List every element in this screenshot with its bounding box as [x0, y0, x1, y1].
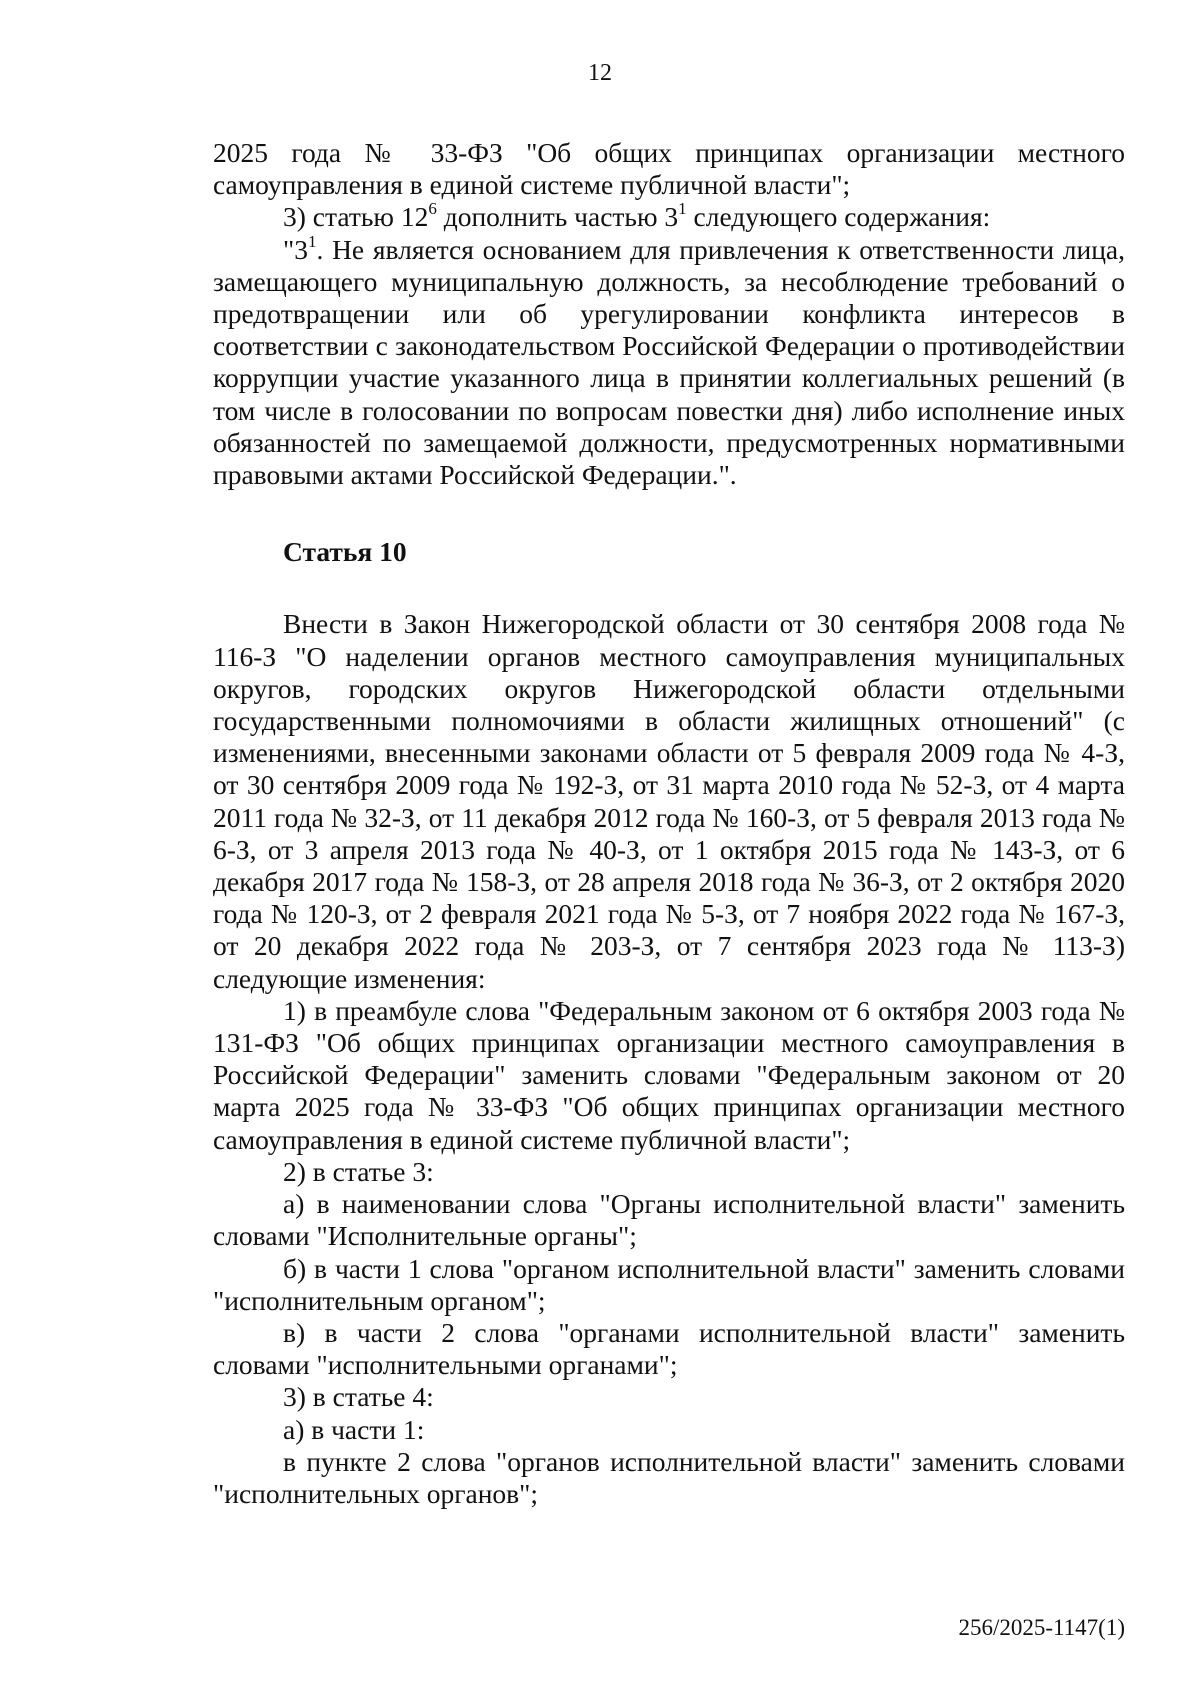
paragraph-item-2a: а) в наименовании слова "Органы исполнительной власти" заменить словами "Исполнительные органы"; — [213, 1188, 1125, 1252]
text-fragment: . Не является основанием для привлечения к ответственности лица, замещающего муниципальную должность, за несоблюдение требований о предотвращении или об урегулировании конфликта интересов в соответствии с законодательством Российской Федерации о противодействии коррупции участие указанного лица в принятии коллегиальных решений (в том числе в голосовании по вопросам повестки дня) либо исполнение иных обязанностей по замещаемой должности, предусмотренных нормативными правовыми актами Российской Федерации.". — [213, 233, 1125, 491]
text-fragment: дополнить частью 3 — [436, 201, 679, 233]
paragraph-quoted-part — [213, 231, 1125, 492]
superscript: 6 — [428, 199, 437, 219]
text-fragment: "3 — [283, 233, 308, 265]
document-body — [213, 137, 1125, 1510]
paragraph-item-3: 3) в статье 4: — [283, 1381, 434, 1413]
text-fragment: 3) статью 12 — [283, 201, 429, 233]
page-number: 12 — [588, 60, 612, 86]
paragraph-continuation: 2025 года № 33-ФЗ "Об общих принципах организации местного самоуправления в единой системе публичной власти"; — [213, 137, 1125, 201]
superscript: 1 — [678, 199, 687, 219]
paragraph-item-2: 2) в статье 3: — [283, 1155, 434, 1187]
superscript: 1 — [307, 231, 317, 251]
paragraph-item-3a-text: в пункте 2 слова "органов исполнительной власти" заменить словами "исполнительных органов"; — [213, 1445, 1125, 1509]
paragraph-item-2b: б) в части 1 слова "органом исполнительной власти" заменить словами "исполнительным органом"; — [213, 1252, 1125, 1316]
paragraph-item-1: 1) в преамбуле слова "Федеральным законом от 6 октября 2003 года № 131-ФЗ "Об общих принципах организации местного самоуправления в Российской Федерации" заменить словами "Федеральным законом от 20 марта 2025 года № 33-ФЗ "Об общих принципах организации местного самоуправления в единой системе публичной власти"; — [213, 994, 1125, 1155]
paragraph-article-intro: Внести в Закон Нижегородской области от 30 сентября 2008 года № 116-З "О наделении органов местного самоуправления муниципальных округов, городских округов Нижегородской области отдельными государственными полномочиями в области жилищных отношений" (с изменениями, внесенными законами области от 5 февраля 2009 года № 4-З, от 30 сентября 2009 года № 192-З, от 31 марта 2010 года № 52-З, от 4 марта 2011 года № 32-З, от 11 декабря 2012 года № 160-З, от 5 февраля 2013 года № 6-З, от 3 апреля 2013 года № 40-З, от 1 октября 2015 года № 143-З, от 6 декабря 2017 года № 158-З, от 28 апреля 2018 года № 36-З, от 2 октября 2020 года № 120-З, от 2 февраля 2021 года № 5-З, от 7 ноября 2022 года № 167-З, от 20 декабря 2022 года № 203-З, от 7 сентября 2023 года № 113-З) следующие изменения: — [213, 608, 1125, 994]
text-fragment: следующего содержания: — [686, 201, 991, 233]
article-heading: Статья 10 — [283, 536, 407, 568]
paragraph-item-2c: в) в части 2 слова "органами исполнительной власти" заменить словами "исполнительными органами"; — [213, 1316, 1125, 1381]
paragraph-item-3 — [213, 201, 1125, 233]
document-code: 256/2025-1147(1) — [958, 1615, 1125, 1640]
paragraph-item-3a: а) в части 1: — [283, 1413, 425, 1445]
